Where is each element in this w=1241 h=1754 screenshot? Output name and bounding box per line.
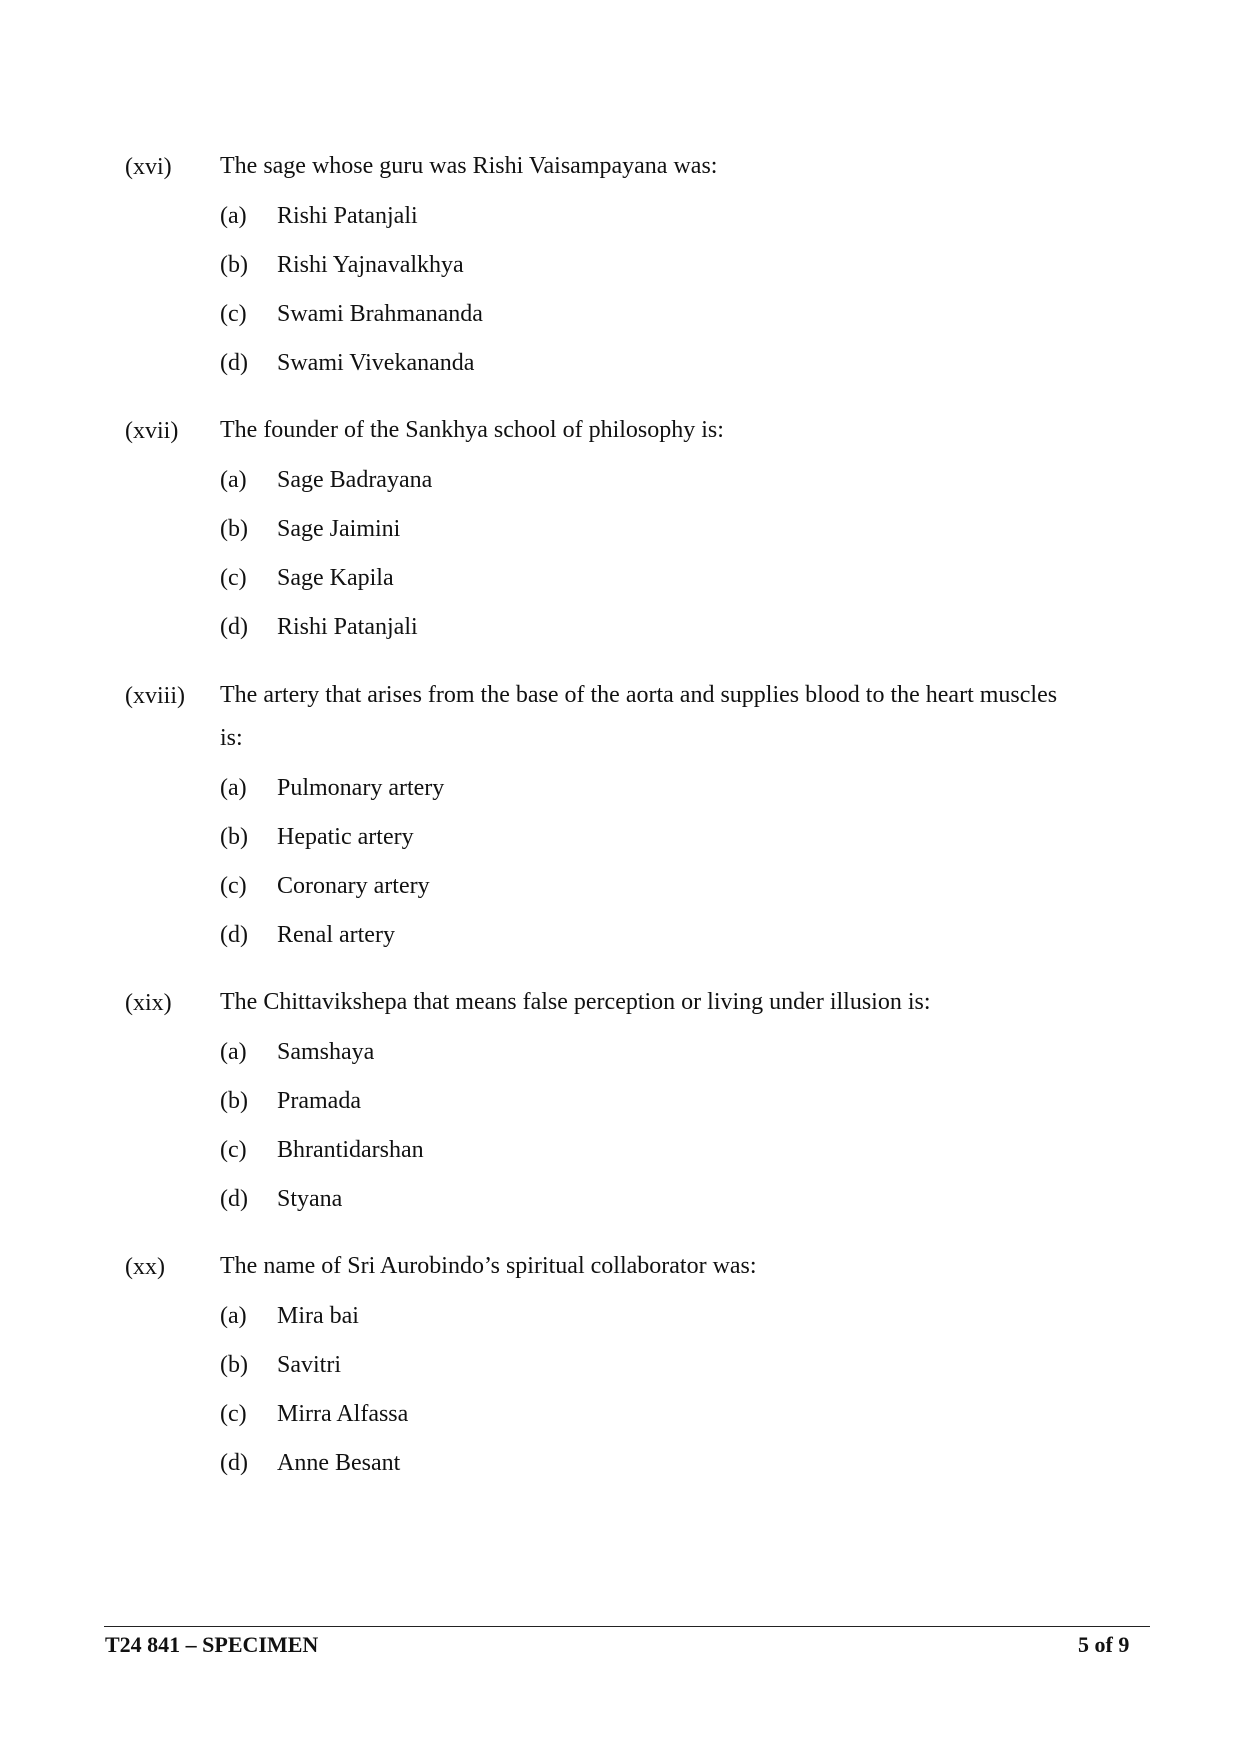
option-text: Sage Kapila <box>277 565 394 591</box>
option-text: Coronary artery <box>277 873 430 899</box>
option-label: (a) <box>220 1303 247 1329</box>
question-xix <box>125 989 1065 1212</box>
option-text: Sage Jaimini <box>277 516 401 542</box>
footer-paper-code: T24 841 – SPECIMEN <box>105 1632 319 1657</box>
option-text: Anne Besant <box>277 1450 401 1476</box>
option-text: Rishi Patanjali <box>277 203 418 229</box>
option-label: (b) <box>220 1088 248 1114</box>
option-text: Rishi Patanjali <box>277 614 418 640</box>
option-label: (c) <box>220 565 247 591</box>
option-label: (a) <box>220 1039 247 1065</box>
option-label: (c) <box>220 1137 247 1163</box>
question-text: The artery that arises from the base of the aorta and supplies blood to the heart muscles is: <box>220 682 1058 751</box>
option-text: Pramada <box>277 1088 361 1114</box>
question-number: (xix) <box>125 990 172 1016</box>
option-label: (a) <box>220 775 247 801</box>
question-text: The name of Sri Aurobindo’s spiritual collaborator was: <box>220 1253 757 1279</box>
option-text: Mira bai <box>277 1303 359 1329</box>
option-label: (d) <box>220 1186 248 1212</box>
question-xvi <box>125 153 1065 376</box>
question-number: (xvi) <box>125 154 172 180</box>
option-text: Swami Brahmananda <box>277 301 483 327</box>
option-label: (a) <box>220 467 247 493</box>
question-text: The sage whose guru was Rishi Vaisampayana was: <box>220 153 718 179</box>
option-text: Samshaya <box>277 1039 375 1065</box>
option-label: (c) <box>220 1401 247 1427</box>
option-label: (a) <box>220 203 247 229</box>
question-text: The founder of the Sankhya school of philosophy is: <box>220 417 724 443</box>
question-xx <box>125 1253 1065 1476</box>
footer-divider <box>104 1626 1150 1627</box>
option-text: Rishi Yajnavalkhya <box>277 252 464 278</box>
footer-page-number: 5 of 9 <box>1078 1632 1130 1657</box>
option-label: (d) <box>220 1450 248 1476</box>
option-text: Pulmonary artery <box>277 775 445 801</box>
option-text: Renal artery <box>277 922 395 948</box>
option-text: Styana <box>277 1186 343 1212</box>
option-label: (b) <box>220 252 248 278</box>
option-text: Savitri <box>277 1352 341 1378</box>
question-text: The Chittavikshepa that means false perception or living under illusion is: <box>220 989 931 1015</box>
option-text: Bhrantidarshan <box>277 1137 424 1163</box>
question-xviii <box>125 682 1065 948</box>
option-label: (d) <box>220 350 248 376</box>
question-number: (xviii) <box>125 683 185 709</box>
option-text: Hepatic artery <box>277 824 414 850</box>
question-number: (xvii) <box>125 418 179 444</box>
question-xvii <box>125 417 1065 640</box>
option-label: (b) <box>220 824 248 850</box>
option-text: Mirra Alfassa <box>277 1401 409 1427</box>
option-label: (c) <box>220 873 247 899</box>
option-label: (b) <box>220 1352 248 1378</box>
option-label: (d) <box>220 922 248 948</box>
option-label: (b) <box>220 516 248 542</box>
question-number: (xx) <box>125 1254 165 1280</box>
option-text: Sage Badrayana <box>277 467 433 493</box>
option-text: Swami Vivekananda <box>277 350 475 376</box>
option-label: (d) <box>220 614 248 640</box>
option-label: (c) <box>220 301 247 327</box>
